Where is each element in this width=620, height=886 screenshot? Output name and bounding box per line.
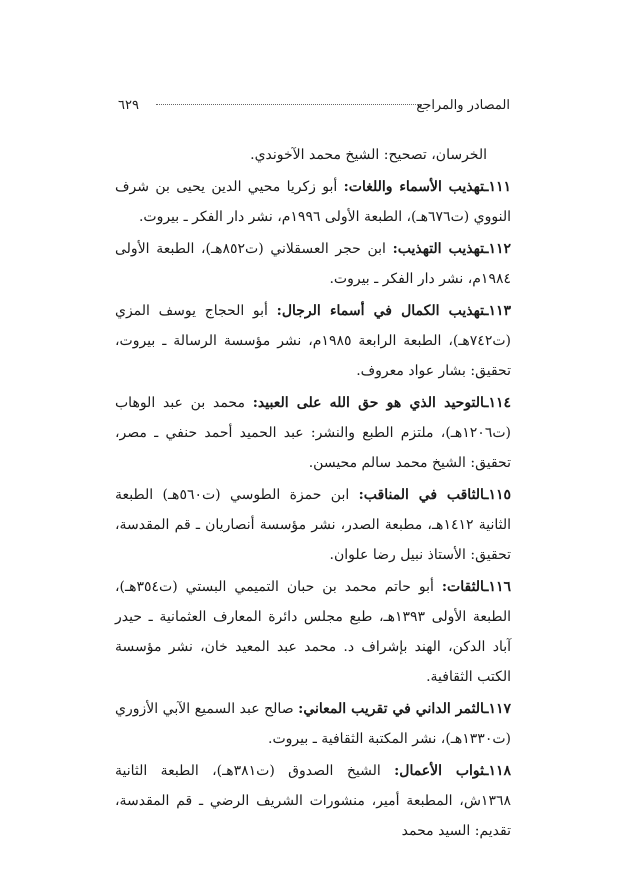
- entry-number: ١١٦ـ: [484, 579, 511, 595]
- entry-details: أبو زكريا محيي الدين يحيى بن شرف النووي (ت٦٧٦هـ)، الطبعة الأولى ١٩٩٦م، نشر دار الفكر ـ بيروت.: [115, 179, 511, 225]
- entry-details: أبو حاتم محمد بن حبان التميمي البستي (ت٣٥٤هـ)، الطبعة الأولى ١٣٩٣هـ، طبع مجلس دائرة المعارف العثمانية ـ حيدر آباد الدكن، الهند بإشراف د. محمد عبد المعيد خان، نشر مؤسسة الكتب الثقافية.: [115, 579, 512, 685]
- entry-title: ثواب الأعمال:: [394, 763, 485, 779]
- entry-title: تهذيب التهذيب:: [392, 241, 485, 257]
- entry-title: تهذيب الأسماء واللغات:: [343, 179, 485, 195]
- entry-details: صالح عبد السميع الآبي الأزوري (ت١٣٣٠هـ)، نشر المكتبة الثقافية ـ بيروت.: [115, 701, 511, 747]
- entry-details: الشيخ الصدوق (ت٣٨١هـ)، الطبعة الثانية ١٣٦٨ش، المطبعة أمير، منشورات الشريف الرضي ـ قم المقدسة، تقديم: السيد محمد: [115, 763, 511, 839]
- entry-number: ١١٢ـ: [484, 241, 511, 257]
- leader-dots: [156, 104, 424, 105]
- continued-entry-text: الخرسان، تصحيح: الشيخ محمد الآخوندي.: [250, 147, 487, 163]
- running-header-title: المصادر والمراجع: [416, 98, 510, 113]
- entry-details: ابن حجر العسقلاني (ت٨٥٢هـ)، الطبعة الأولى ١٩٨٤م، نشر دار الفكر ـ بيروت.: [115, 241, 511, 287]
- entry-title: تهذيب الكمال في أسماء الرجال:: [276, 303, 485, 319]
- entry-number: ١١١ـ: [484, 179, 511, 195]
- references-list: [115, 140, 511, 848]
- reference-entry-117: [115, 694, 511, 754]
- entry-title: الثاقب في المناقب:: [358, 487, 485, 503]
- reference-entry-111: [115, 172, 511, 232]
- entry-number: ١١٤ـ: [484, 395, 511, 411]
- reference-entry-116: [115, 572, 511, 692]
- entry-title: الثمر الداني في تقريب المعاني:: [298, 701, 485, 717]
- entry-title: الثقات:: [441, 579, 485, 595]
- entry-details: أبو الحجاج يوسف المزي (ت٧٤٢هـ)، الطبعة الرابعة ١٩٨٥م، نشر مؤسسة الرسالة ـ بيروت، تحقيق: بشار عواد معروف.: [115, 303, 511, 379]
- entry-details: ابن حمزة الطوسي (ت٥٦٠هـ) الطبعة الثانية ١٤١٢هـ، مطبعة الصدر، نشر مؤسسة أنصاريان ـ قم المقدسة، تحقيق: الأستاذ نبيل رضا علوان.: [115, 487, 511, 563]
- reference-entry-118: [115, 756, 511, 846]
- entry-number: ١١٥ـ: [484, 487, 511, 503]
- reference-entry-115: [115, 480, 511, 570]
- entry-number: ١١٨ـ: [484, 763, 512, 779]
- reference-entry-114: [115, 388, 511, 478]
- entry-number: ١١٣ـ: [484, 303, 512, 319]
- page-number: ٦٢٩: [118, 98, 139, 113]
- reference-entry-113: [115, 296, 511, 386]
- reference-entry-112: [115, 234, 511, 294]
- entry-details: محمد بن عبد الوهاب (ت١٢٠٦هـ)، ملتزم الطبع والنشر: عبد الحميد أحمد حنفي ـ مصر، تحقيق: الشيخ محمد سالم محيسن.: [115, 395, 511, 471]
- entry-title: التوحيد الذي هو حق الله على العبيد:: [252, 395, 485, 411]
- entry-number: ١١٧ـ: [484, 701, 511, 717]
- running-header: [118, 93, 510, 119]
